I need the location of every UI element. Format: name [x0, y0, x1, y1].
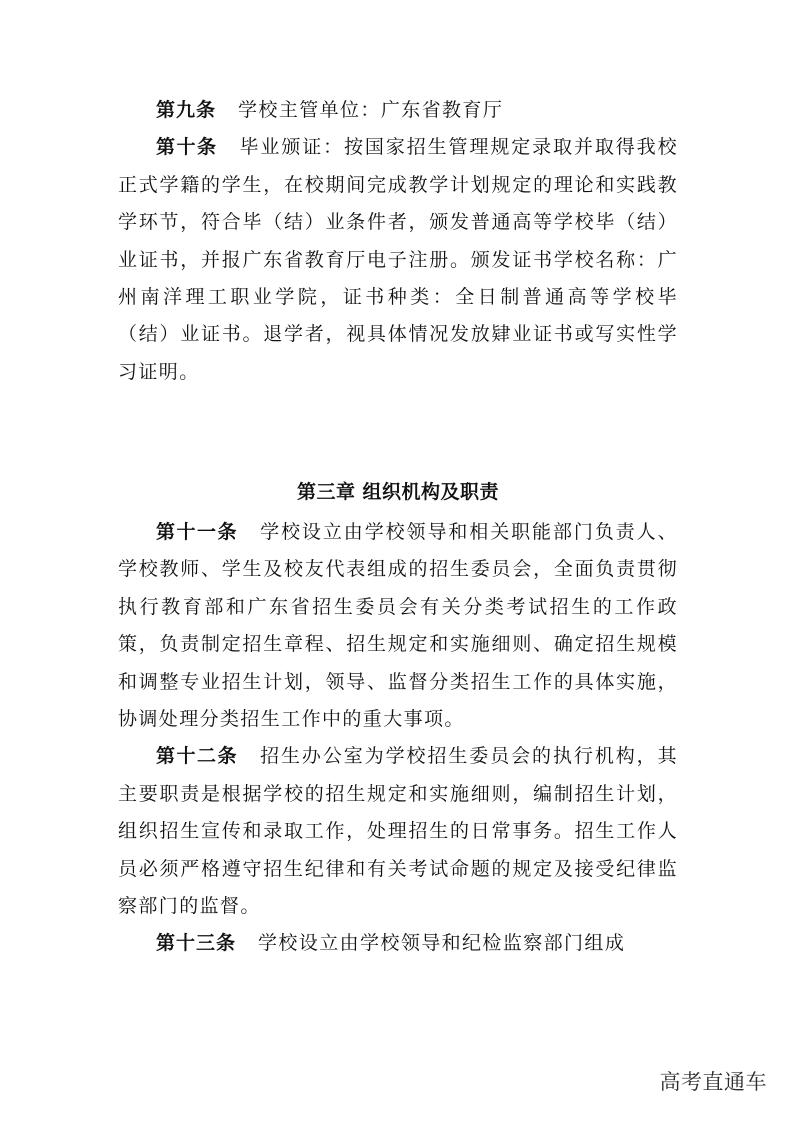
watermark: 高考直通车 [659, 1070, 767, 1094]
article-9-label: 第九条 [156, 99, 217, 121]
articles-before-chapter [118, 92, 678, 391]
article-12-text: 招生办公室为学校招生委员会的执行机构，其主要职责是根据学校的招生规定和实施细则，编制招生计划，组织招生宣传和录取工作，处理招生的日常事务。招生工作人员必须严格遵守招生纪律和有关考试命题的规定及接受纪律监察部门的监督。 [118, 745, 678, 918]
article-11-text: 学校设立由学校领导和相关职能部门负责人、学校教师、学生及校友代表组成的招生委员会，全面负责贯彻执行教育部和广东省招生委员会有关分类考试招生的工作政策，负责制定招生章程、招生规定和实施细则、确定招生规模和调整专业招生计划，领导、监督分类招生工作的具体实施，协调处理分类招生工作中的重大事项。 [118, 521, 678, 731]
article-13 [118, 925, 678, 962]
article-11-label: 第十一条 [156, 521, 239, 543]
article-10 [118, 129, 678, 391]
articles-after-chapter [118, 514, 678, 963]
article-10-text: 毕业颁证：按国家招生管理规定录取并取得我校正式学籍的学生，在校期间完成教学计划规定的理论和实践教学环节，符合毕（结）业条件者，颁发普通高等学校毕（结）业证书，并报广东省教育厅电子注册。颁发证书学校名称：广州南洋理工职业学院，证书种类：全日制普通高等学校毕（结）业证书。退学者，视具体情况发放肄业证书或写实性学习证明。 [118, 136, 678, 383]
article-13-text: 学校设立由学校领导和纪检监察部门组成 [258, 932, 626, 955]
article-9-text: 学校主管单位：广东省教育厅 [238, 99, 504, 121]
article-12 [118, 738, 678, 925]
article-10-label: 第十条 [156, 136, 218, 159]
article-11 [118, 514, 678, 738]
article-13-label: 第十三条 [156, 932, 237, 955]
article-9 [118, 92, 678, 129]
chapter-title: 第三章 组织机构及职责 [296, 481, 500, 503]
article-12-label: 第十二条 [156, 745, 239, 768]
